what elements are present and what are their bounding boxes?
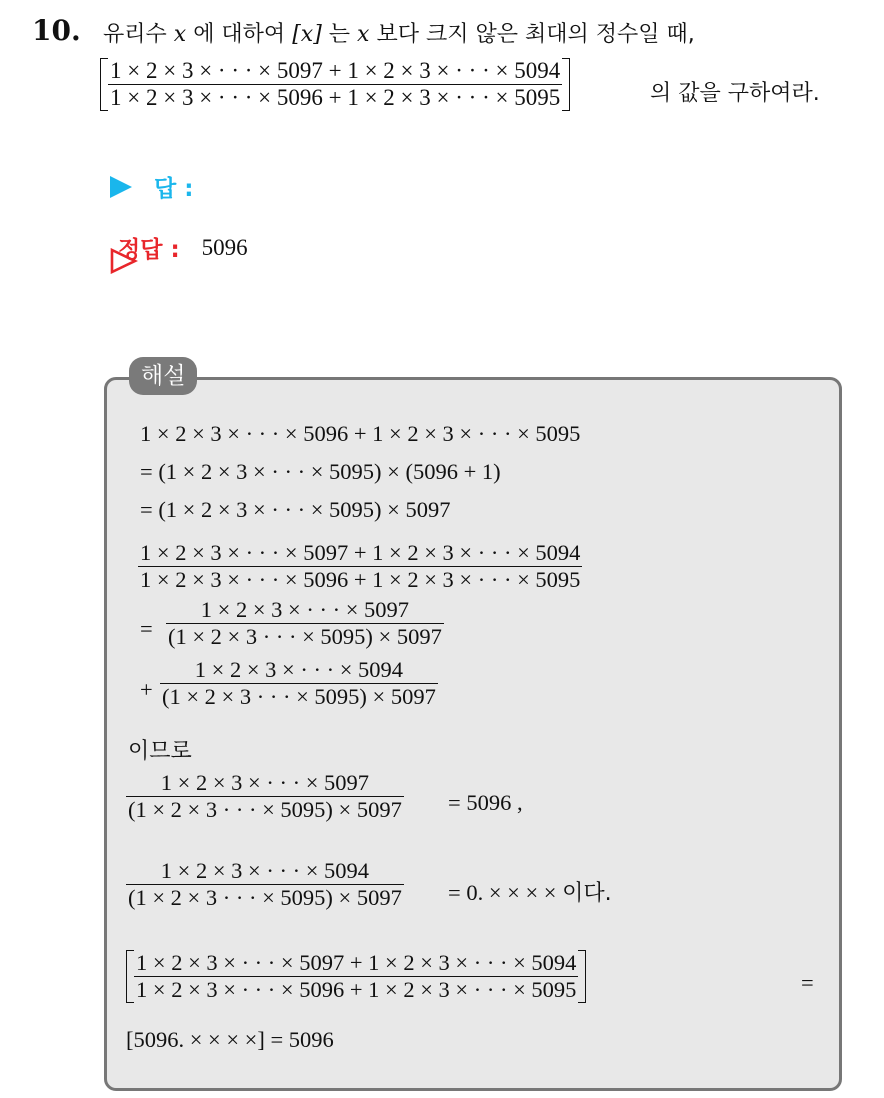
result-fraction-2 [126,858,404,911]
correct-answer-row [110,231,248,264]
solution-line-3: = (1 × 2 × 3 × · · · × 5095) × 5097 [140,497,451,522]
bracket-fraction-denominator: 1 × 2 × 3 × · · · × 5096 + 1 × 2 × 3 × · · · × 5095 [136,977,577,1002]
big-fraction-numerator: 1 × 2 × 3 × · · · × 5097 + 1 × 2 × 3 × · · · × 5094 [140,540,581,565]
split-fraction-2-denominator: (1 × 2 × 3 · · · × 5095) × 5097 [162,684,436,709]
answer-label: 답 : [154,176,194,202]
result-2-number: = 0. × × × × [448,880,557,905]
big-fraction-denominator: 1 × 2 × 3 × · · · × 5096 + 1 × 2 × 3 × · · · × 5095 [140,567,581,592]
result-fraction-1-numerator: 1 × 2 × 3 × · · · × 5097 [160,770,370,795]
split-fraction-1 [166,597,444,650]
question-number: 10. [32,14,81,47]
variable-x: x [173,22,187,47]
question-numerator: 1 × 2 × 3 × · · · × 5097 + 1 × 2 × 3 × · · · × 5094 [110,58,561,83]
stem-part-2: 에 대하여 [193,22,286,47]
variable-x-2: x [357,22,370,47]
result-fraction-2-numerator: 1 × 2 × 3 × · · · × 5094 [160,858,370,883]
result-fraction-1 [126,770,404,823]
therefore-text: 이므로 [128,739,192,764]
question-expression [100,58,570,111]
split-fraction-2 [160,657,438,710]
bracket-fraction-numerator: 1 × 2 × 3 × · · · × 5097 + 1 × 2 × 3 × · · · × 5094 [136,950,577,975]
result-2-value [448,876,612,907]
solution-tab: 해설 [129,357,197,395]
solution-line-1: 1 × 2 × 3 × · · · × 5096 + 1 × 2 × 3 × · · · × 5095 [140,421,581,446]
equals-sign: = [140,616,153,641]
stem-part-3: 는 [328,22,351,47]
question-denominator: 1 × 2 × 3 × · · · × 5096 + 1 × 2 × 3 × · · · × 5095 [110,85,561,110]
question-stem [103,17,695,48]
result-2-tail: 이다. [562,881,612,906]
split-fraction-1-denominator: (1 × 2 × 3 · · · × 5095) × 5097 [168,624,442,649]
result-1-value: = 5096 , [448,790,523,815]
correct-answer-value: 5096 [201,234,248,260]
floor-notation: [x] [292,22,322,47]
stem-part-1: 유리수 [103,22,167,47]
solution-big-fraction [138,540,582,593]
question-tail: 의 값을 구하여라. [650,81,820,106]
split-fraction-1-numerator: 1 × 2 × 3 × · · · × 5097 [200,597,410,622]
answer-row [110,170,193,203]
final-result: [5096. × × × ×] = 5096 [126,1027,334,1052]
bracket-equals: = [801,970,814,995]
split-fraction-2-numerator: 1 × 2 × 3 × · · · × 5094 [194,657,404,682]
result-fraction-1-denominator: (1 × 2 × 3 · · · × 5095) × 5097 [128,797,402,822]
solution-line-2: = (1 × 2 × 3 × · · · × 5095) × (5096 + 1) [140,459,501,484]
correct-answer-label: 정답 : [118,237,180,263]
result-fraction-2-denominator: (1 × 2 × 3 · · · × 5095) × 5097 [128,885,402,910]
stem-part-4: 보다 크지 않은 최대의 정수일 때, [376,22,695,47]
bracket-fraction [126,950,586,1003]
plus-sign: + [140,677,153,702]
play-triangle-icon [110,176,132,198]
